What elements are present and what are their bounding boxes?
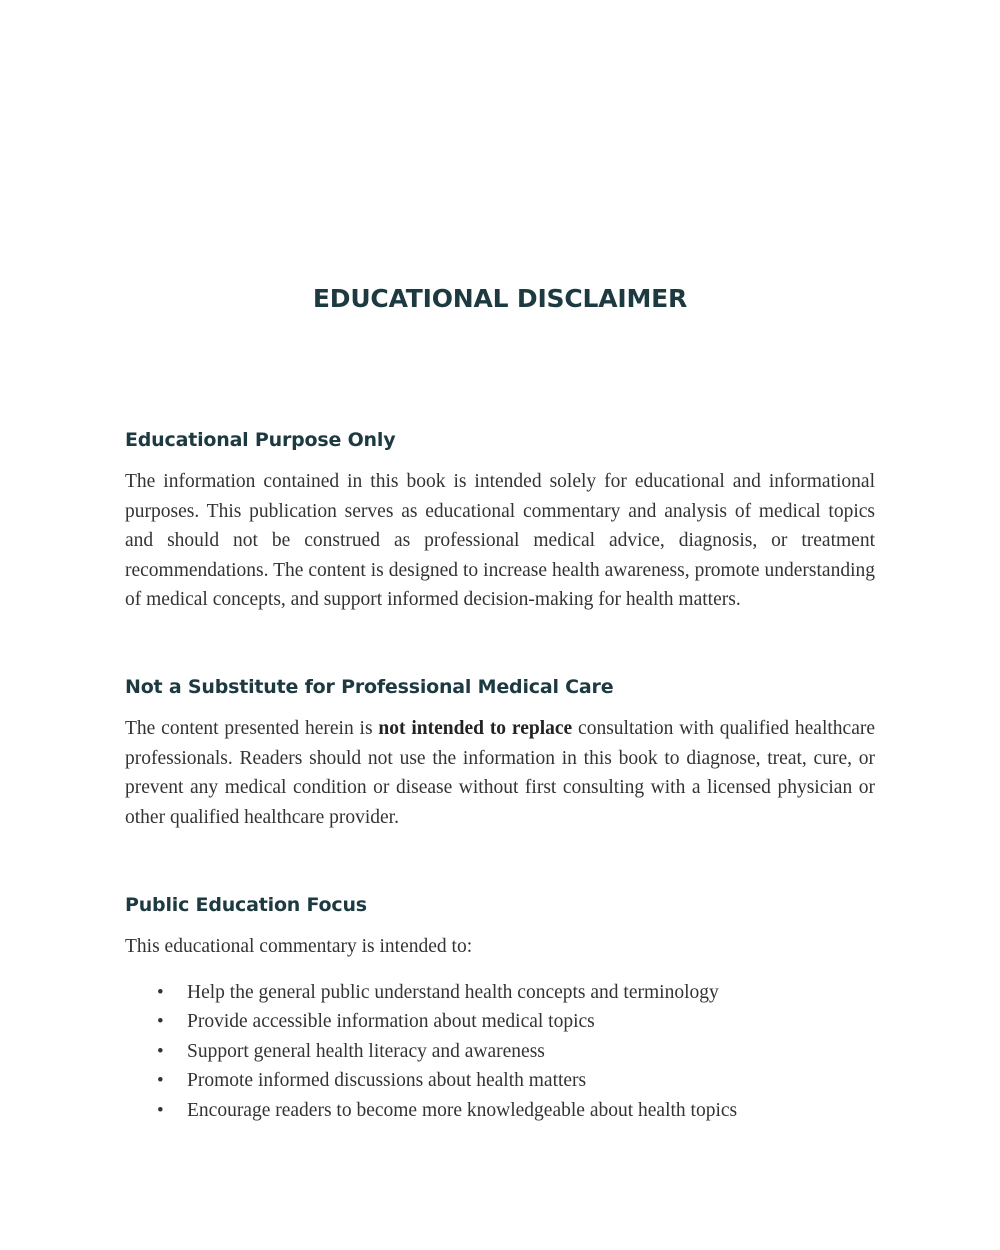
bullet-icon: • — [157, 981, 164, 1003]
list-item — [125, 1007, 875, 1037]
page-title: EDUCATIONAL DISCLAIMER — [312, 284, 688, 313]
section-educational-purpose — [125, 429, 875, 615]
paragraph-text: consultation with qualified healthcare professionals. Readers should not use the information in this book to diagnose, treat, cure, or prevent any medical condition or disease without first consulting with a licensed physician or other qualified healthcare provider. — [125, 718, 876, 828]
paragraph-text: The content presented herein is — [125, 718, 379, 739]
list-item — [125, 1066, 875, 1096]
bullet-icon: • — [157, 1070, 164, 1091]
list-item-text: Provide accessible information about medical topics — [187, 1011, 595, 1032]
section-paragraph: The information contained in this book is intended solely for educational and informational purposes. This publication serves as educational commentary and analysis of medical topics and should not be construed as professional medical advice, diagnosis, or treatment recommendations. The content is designed to increase health awareness, promote understanding of medical concepts, and support informed decision-making for health matters. — [125, 471, 875, 610]
bullet-icon: • — [157, 1011, 164, 1032]
bullet-list — [125, 978, 875, 1126]
section-heading: Public Education Focus — [125, 894, 367, 916]
section-not-substitute — [125, 676, 875, 832]
section-paragraph — [125, 714, 875, 832]
section-heading: Educational Purpose Only — [125, 429, 396, 451]
list-item — [125, 978, 875, 1008]
list-item — [125, 1037, 875, 1067]
list-item — [125, 1096, 875, 1126]
section-public-education — [125, 894, 875, 1125]
emphasized-text: not intended to replace — [378, 718, 573, 739]
list-item-text: Encourage readers to become more knowledgeable about health topics — [187, 1099, 738, 1121]
list-item-text: Support general health literacy and awareness — [187, 1040, 545, 1062]
list-item-text: Promote informed discussions about health matters — [187, 1070, 587, 1091]
section-intro: This educational commentary is intended to: — [125, 936, 473, 957]
list-item-text: Help the general public understand health concepts and terminology — [187, 981, 719, 1003]
section-heading: Not a Substitute for Professional Medical Care — [125, 676, 614, 698]
bullet-icon: • — [157, 1040, 164, 1062]
bullet-icon: • — [157, 1099, 164, 1121]
